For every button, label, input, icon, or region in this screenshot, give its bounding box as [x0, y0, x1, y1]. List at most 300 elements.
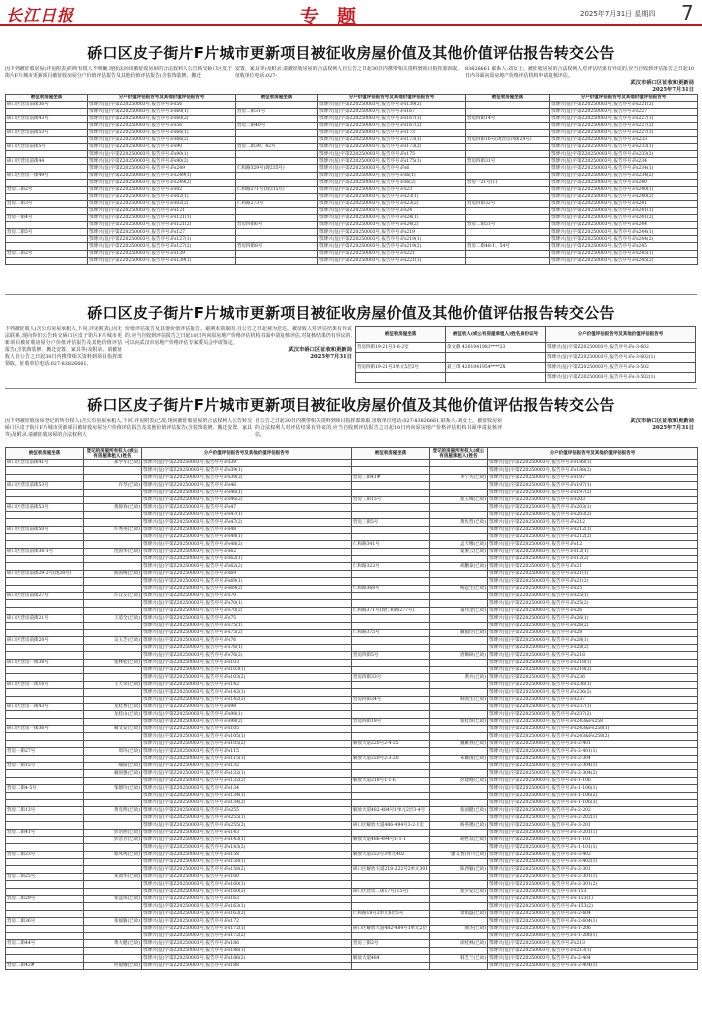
address-cell: [236, 115, 318, 122]
report-number-cell: 鄂博兴(征)字第Z20250003号,报告序号:Fs90(2): [88, 158, 236, 165]
report-number-cell: 鄂博兴(征)字第Z20250003号,报告序号:Fs-153(1): [488, 896, 698, 903]
owner-cell: [430, 799, 488, 806]
report-number-cell: 鄂博兴(征)字第Z20250003号,报告序号:Fs6(1): [318, 172, 466, 179]
notice-1-signer: 武汉市硚口区征收和更新局: [630, 80, 694, 86]
address-cell: [352, 733, 430, 740]
report-number-cell: 鄂博兴(征)字第Z20250003号,报告序号:Fs103: [142, 659, 352, 666]
address-cell: [352, 947, 430, 954]
report-number-cell: 鄂博兴(征)字第Z20250003号,报告序号:Fs-3-502(1): [546, 373, 696, 383]
report-number-cell: 鄂博兴(征)字第Z20250003号,报告序号:Fs62: [142, 548, 352, 555]
notice-1-sign-date: 2025年7月31日: [652, 87, 694, 93]
report-number-cell: 鄂博兴(征)字第Z20250003号,报告序号:Fs142(1): [142, 689, 352, 696]
address-cell: 硚口区营房前街21号: [6, 615, 84, 622]
address-cell: [6, 910, 84, 917]
address-cell: [352, 666, 430, 673]
address-cell: [6, 733, 84, 740]
notice-2-mid: 价值评估报告及其他价值评估报告。逾期未领取的,自公告之日起视为送达。被征收人对评估结果有异议的,应当自收到评估报告之日起10日内向原房地产价格评估机构书面申请复核评估,对复核结果仍有异议的,可以向武汉市房地产价格评估专家委员会申请鉴定。: [125, 326, 352, 346]
owner-cell: [430, 896, 488, 903]
address-cell: [352, 467, 430, 474]
owner-cell: 龙桂香(已故): [84, 703, 142, 710]
owner-cell: [430, 689, 488, 696]
report-number-cell: 鄂博兴(征)字第Z20250003号,报告序号:Fs-153(2): [488, 903, 698, 910]
address-cell: [6, 718, 84, 725]
table-row: [6, 563, 698, 570]
owner-cell: 黄佐营(已故): [430, 519, 488, 526]
report-number-cell: 鄂博兴(征)字第Z20250003号,报告序号:Fs76(2): [142, 652, 352, 659]
owner-cell: 夏蜜云(已故): [430, 548, 488, 555]
report-number-cell: 鄂博兴(征)字第Z20250003号,报告序号:Fs127: [88, 229, 236, 236]
report-number-cell: 鄂博兴(征)字第Z20250003号,报告序号:Fs39(1): [142, 467, 352, 474]
address-cell: [352, 881, 430, 888]
report-number-cell: 鄂博兴(征)字第Z20250003号,报告序号:Fs245(1): [550, 250, 698, 257]
report-number-cell: 鄂博兴(征)字第Z20250003号,报告序号:Fs227: [550, 108, 698, 115]
notice-3-intro-a: 因下列被征收房屋登记的所有权人(含公有房屋承租人,下同,详见附表)已故,现向被征收房屋的合法权利人公告转交硚口区皮子街片F片城市更新项目被征收房屋分户价值评估报告及其他价值评估报告(含装饰装修、搬迁安置、家具等)及附录,请被征收房屋的合法权利人: [5, 418, 252, 438]
address-cell: [6, 622, 84, 629]
address-cell: [466, 172, 550, 179]
address-cell: 硚口区解放大道482-484号1单元2层: [352, 925, 430, 932]
table-row: [6, 548, 698, 555]
address-cell: 营房四街14号: [466, 115, 550, 122]
owner-cell: [84, 585, 142, 592]
address-cell: [6, 711, 84, 718]
report-number-cell: 鄂博兴(征)字第Z20250003号,报告序号:Fs-1-106(3): [488, 799, 698, 806]
address-cell: 营房四街32号: [466, 200, 550, 207]
header-owner: 登记的房屋所有权人(或公有房屋承租人)姓名: [430, 448, 488, 460]
masthead: [0, 0, 702, 26]
table-row: [6, 829, 698, 836]
header-report-number: 分户价值评估报告号及其他价值评估报告号: [318, 95, 466, 102]
report-number-cell: 鄂博兴(征)字第Z20250003号,报告序号:Fs197(2): [488, 489, 698, 496]
owner-cell: 余荫盛(已故): [430, 910, 488, 917]
report-number-cell: 鄂博兴(征)字第Z20250003号,报告序号:Fs197: [488, 474, 698, 481]
table-row: [6, 925, 698, 932]
report-number-cell: 鄂博兴(征)字第Z20250003号,报告序号:Fs-1-101: [488, 836, 698, 843]
address-cell: [6, 666, 84, 673]
report-number-cell: 鄂博兴(征)字第Z20250003号,报告序号:Fs70: [142, 593, 352, 600]
owner-cell: [446, 373, 546, 383]
address-cell: [6, 519, 84, 526]
report-number-cell: 鄂博兴(征)字第Z20250003号,报告序号:Fs28: [488, 629, 698, 636]
address-cell: 解放大道486-494号1-1-1: [352, 836, 430, 843]
header-address: 被征收房屋坐落: [356, 327, 446, 343]
address-cell: [6, 629, 84, 636]
address-cell: 硚口区营房前街50号: [6, 526, 84, 533]
header-address: 被征收房屋坐落: [6, 448, 84, 460]
owner-cell: [430, 844, 488, 851]
address-cell: [6, 108, 88, 115]
owner-cell: [84, 925, 142, 932]
table-row: [6, 474, 698, 481]
table-row: [6, 836, 698, 843]
owner-cell: [430, 489, 488, 496]
address-cell: [236, 172, 318, 179]
notice-3-title: 硚口区皮子街片F片城市更新项目被征收房屋价值及其他价值评估报告转交公告: [87, 396, 615, 414]
report-number-cell: 鄂博兴(征)字第Z20250003号,报告序号:Fs-2-404(1): [488, 962, 698, 969]
report-number-cell: 鄂博兴(征)字第Z20250003号,报告序号:Fs143(2): [142, 844, 352, 851]
owner-cell: [430, 763, 488, 770]
owner-cell: 张国健(已故): [430, 807, 488, 814]
owner-cell: 蔡凤鸣(已故): [84, 851, 142, 858]
notice-2-intro: 下列被征收人(含公有房屋承租人,下同,详见附表),因无法联系,现向你们公告转交硚口区皮子街片F片城市更新项目被征收房屋分户价值评估报告及其他价值评估报告(含装饰装修、搬迁安置、家具等)及附录。请被征收人自公告之日起30日内携带相关资料到项目指挥部领取。征收单位电话:027-83826661。: [5, 326, 122, 367]
report-number-cell: 鄂博兴(征)字第Z20250003号,报告序号:Fs115(1): [142, 755, 352, 762]
report-number-cell: 鄂博兴(征)字第Z20250003号,报告序号:Fs-2-202: [488, 807, 698, 814]
table-row: [6, 792, 698, 799]
owner-cell: [84, 600, 142, 607]
table-row: [6, 108, 698, 115]
header-address: 被征收房屋坐落: [6, 95, 88, 102]
report-number-cell: 鄂博兴(征)字第Z20250003号,报告序号:Fs134: [142, 785, 352, 792]
table-row: [356, 373, 696, 383]
report-number-cell: 鄂博兴(征)字第Z20250003号,报告序号:Fs60(1): [88, 108, 236, 115]
report-number-cell: 鄂博兴(征)字第Z20250003号,报告序号:Fs240: [550, 179, 698, 186]
report-number-cell: 鄂博兴(征)字第Z20250003号,报告序号:Fs255(2): [142, 822, 352, 829]
table-row: [6, 859, 698, 866]
notice-2-mid-wrap: [125, 326, 355, 376]
report-number-cell: 鄂博兴(征)字第Z20250003号,报告序号:Fs172(2): [142, 933, 352, 940]
report-number-cell: 鄂博兴(征)字第Z20250003号,报告序号:Fs105(2): [142, 740, 352, 747]
owner-cell: [84, 733, 142, 740]
owner-cell: [84, 866, 142, 873]
owner-cell: [84, 674, 142, 681]
owner-cell: 朱耀国(已故): [430, 755, 488, 762]
report-number-cell: 鄂博兴(征)字第Z20250003号,报告序号:Fs142(2): [142, 696, 352, 703]
report-number-cell: 鄂博兴(征)字第Z20250003号,报告序号:Fs244(1): [550, 229, 698, 236]
address-cell: [6, 740, 84, 747]
address-cell: [352, 482, 430, 489]
owner-cell: [84, 689, 142, 696]
owner-cell: 黄兵(已故): [430, 674, 488, 681]
report-number-cell: 鄂博兴(征)字第Z20250003号,报告序号:Fs234: [550, 158, 698, 165]
report-number-cell: 鄂博兴(征)字第Z20250003号,报告序号:Fs175: [318, 151, 466, 158]
table-row: [6, 903, 698, 910]
address-cell: 营房二街25号: [6, 873, 84, 880]
report-number-cell: 鄂博兴(征)字第Z20250003号,报告序号:Fs127(2): [88, 243, 236, 250]
table-row: [6, 115, 698, 122]
report-number-cell: 鄂博兴(征)字第Z20250003号,报告序号:Fs-1-106: [488, 777, 698, 784]
report-number-cell: 鄂博兴(征)字第Z20250003号,报告序号:Fs245(2): [550, 257, 698, 264]
address-cell: [352, 637, 430, 644]
report-number-cell: 鄂博兴(征)字第Z20250003号,报告序号:Fs243&Fs258(1): [488, 726, 698, 733]
report-number-cell: 鄂博兴(征)字第Z20250003号,报告序号:Fs197(1): [488, 482, 698, 489]
owner-cell: [430, 881, 488, 888]
report-number-cell: 鄂博兴(征)字第Z20250003号,报告序号:Fs69(2): [142, 585, 352, 592]
owner-cell: [430, 785, 488, 792]
address-cell: 解放大道220号2-4-25: [352, 740, 430, 747]
address-cell: 解放大道484: [352, 955, 430, 962]
report-number-cell: 鄂博兴(征)字第Z20250003号,报告序号:Fs132(2): [142, 777, 352, 784]
table-row: [6, 144, 698, 151]
owner-cell: [430, 748, 488, 755]
report-number-cell: 鄂博兴(征)字第Z20250003号,报告序号:Fs163(1): [142, 903, 352, 910]
report-number-cell: 鄂博兴(征)字第Z20250003号,报告序号:Fs163: [142, 896, 352, 903]
address-cell: [352, 689, 430, 696]
address-cell: [466, 236, 550, 243]
address-cell: 营房三街2号: [352, 940, 430, 947]
owner-cell: [430, 770, 488, 777]
owner-cell: 沈国华(已故): [84, 548, 142, 555]
report-number-cell: 鄂博兴(征)字第Z20250003号,报告序号:Fs24(2): [318, 222, 466, 229]
table-row: [356, 343, 696, 353]
address-cell: 营房二街42#: [6, 962, 84, 969]
owner-cell: 张福敏(已故): [84, 918, 142, 925]
owner-cell: [430, 467, 488, 474]
notice-1-table: [5, 94, 698, 265]
report-number-cell: 鄂博兴(征)字第Z20250003号,报告序号:Fs-2-304: [488, 755, 698, 762]
owner-cell: [84, 496, 142, 503]
report-number-cell: 鄂博兴(征)字第Z20250003号,报告序号:Fs23: [318, 186, 466, 193]
table-row: [6, 250, 698, 257]
address-cell: [6, 489, 84, 496]
report-number-cell: 鄂博兴(征)字第Z20250003号,报告序号:Fs47: [142, 504, 352, 511]
report-number-cell: 鄂博兴(征)字第Z20250003号,报告序号:Fs105: [142, 726, 352, 733]
owner-cell: [430, 829, 488, 836]
report-number-cell: 鄂博兴(征)字第Z20250003号,报告序号:Fs-3-602: [546, 343, 696, 353]
report-number-cell: 鄂博兴(征)字第Z20250003号,报告序号:Fs-1-206(1): [488, 933, 698, 940]
address-cell: [6, 866, 84, 873]
report-number-cell: 鄂博兴(征)字第Z20250003号,报告序号:Fs24: [318, 208, 466, 215]
address-cell: [352, 918, 430, 925]
address-cell: 硚口区营房二街17号(15号): [352, 888, 430, 895]
report-number-cell: 鄂博兴(征)字第Z20250003号,报告序号:Fs218: [488, 652, 698, 659]
table-row: [6, 200, 698, 207]
owner-cell: [84, 859, 142, 866]
report-number-cell: 鄂博兴(征)字第Z20250003号,报告序号:Fs-2-301(1): [488, 873, 698, 880]
address-cell: [6, 208, 88, 215]
owner-cell: 喻阳(已故): [84, 763, 142, 770]
report-number-cell: 鄂博兴(征)字第Z20250003号,报告序号:Fs-2-401(1): [488, 748, 698, 755]
report-number-cell: 鄂博兴(征)字第Z20250003号,报告序号:Fs66(1): [88, 129, 236, 136]
owner-cell: 张桂珍(已故): [430, 718, 488, 725]
owner-cell: [430, 600, 488, 607]
notice-1-title: 硚口区皮子街片F片城市更新项目被征收房屋价值及其他价值评估报告转交公告: [87, 44, 615, 62]
address-cell: 营房四街6号: [236, 222, 318, 229]
notice-1-intro-a: 因下列被征收房屋(详见附表)的所有权人不明确,现依法向该被征收房屋的合法权利人公告转交硚口区皮子街片F片城市更新项目被征收房屋分户价值评估报告及其他价值评估报告(含装饰装修、搬迁: [5, 66, 232, 79]
address-cell: [352, 533, 430, 540]
table-row: [6, 726, 698, 733]
table-row: [6, 585, 698, 592]
report-number-cell: 鄂博兴(征)字第Z20250003号,报告序号:Fs240(1): [550, 186, 698, 193]
table-row: [6, 541, 698, 548]
address-cell: [6, 243, 88, 250]
address-cell: [236, 158, 318, 165]
owner-cell: [84, 814, 142, 821]
header-report-number: 分户价值评估报告号及其他价值评估报告号: [546, 327, 696, 343]
owner-cell: [430, 703, 488, 710]
owner-cell: 龙桂山(已故): [84, 711, 142, 718]
address-cell: 营房二街2号: [6, 186, 88, 193]
issue-date: 2025年7月31日 星期四: [580, 10, 656, 18]
table-row: [6, 186, 698, 193]
notice-3: [5, 394, 697, 440]
report-number-cell: 鄂博兴(征)字第Z20250003号,报告序号:Fs233: [550, 137, 698, 144]
owner-cell: 张益凤(已故): [84, 896, 142, 903]
address-cell: [352, 962, 430, 969]
owner-cell: 余文静 4201041981****23: [446, 343, 546, 353]
report-number-cell: 鄂博兴(征)字第Z20250003号,报告序号:Fs213: [488, 940, 698, 947]
address-cell: [6, 755, 84, 762]
address-cell: [6, 585, 84, 592]
owner-cell: 许汉友(已故): [84, 593, 142, 600]
table-row: [6, 243, 698, 250]
table-row: [6, 607, 698, 614]
report-number-cell: 鄂博兴(征)字第Z20250003号,报告序号:Fs-2-401: [488, 740, 698, 747]
owner-cell: [84, 755, 142, 762]
address-cell: 营房二街39、42号: [236, 144, 318, 151]
address-cell: 营房二街44号: [6, 940, 84, 947]
owner-cell: 杨远生(已故): [430, 585, 488, 592]
address-cell: [6, 792, 84, 799]
owner-cell: [430, 578, 488, 585]
owner-cell: [84, 933, 142, 940]
report-number-cell: 鄂博兴(征)字第Z20250003号,报告序号:Fs98(1): [142, 711, 352, 718]
report-number-cell: 鄂博兴(征)字第Z20250003号,报告序号:Fs12(2): [488, 556, 698, 563]
report-number-cell: 鄂博兴(征)字第Z20250003号,报告序号:Fs-3-402(1): [488, 859, 698, 866]
owner-cell: [430, 918, 488, 925]
address-cell: [356, 373, 446, 383]
address-cell: [236, 129, 318, 136]
address-cell: 营房二街4-5号: [6, 785, 84, 792]
table-row: [6, 179, 698, 186]
report-number-cell: 鄂博兴(征)字第Z20250003号,报告序号:Fs26(1): [488, 615, 698, 622]
address-cell: [6, 888, 84, 895]
owner-cell: 李宁夫(已故): [430, 474, 488, 481]
owner-cell: [84, 556, 142, 563]
owner-cell: [84, 881, 142, 888]
table-row: [6, 674, 698, 681]
report-number-cell: 鄂博兴(征)字第Z20250003号,报告序号:Fs-1-101(1): [488, 844, 698, 851]
owner-cell: 何福娥(已故): [84, 962, 142, 969]
address-cell: 仁和路371号(现仁和路277号): [352, 607, 430, 614]
table-row: [6, 172, 698, 179]
report-number-cell: 鄂博兴(征)字第Z20250003号,报告序号:Fs203(2): [488, 511, 698, 518]
address-cell: [352, 600, 430, 607]
table-row: [6, 222, 698, 229]
address-cell: 解放大道218号1-1-6: [352, 777, 430, 784]
owner-cell: [84, 489, 142, 496]
report-number-cell: 鄂博兴(征)字第Z20250003号,报告序号:Fs167(1): [318, 115, 466, 122]
report-number-cell: 鄂博兴(征)字第Z20250003号,报告序号:Fs-2-301: [488, 866, 698, 873]
table-row: [6, 519, 698, 526]
owner-cell: [84, 718, 142, 725]
address-cell: [6, 578, 84, 585]
address-cell: 仁和路341号: [352, 541, 430, 548]
address-cell: 解放大道220号2-3-20: [352, 755, 430, 762]
address-cell: [466, 122, 550, 129]
report-number-cell: 鄂博兴(征)字第Z20250003号,报告序号:Fs6: [318, 165, 466, 172]
report-number-cell: 鄂博兴(征)字第Z20250003号,报告序号:Fs121(2): [88, 222, 236, 229]
table-row: [6, 570, 698, 577]
address-cell: [236, 250, 318, 257]
address-cell: 硚口区营房一街38号: [6, 659, 84, 666]
owner-cell: 黄大健(已故): [84, 940, 142, 947]
report-number-cell: 鄂博兴(征)字第Z20250003号,报告序号:Fs-3-402: [488, 851, 698, 858]
owner-cell: [430, 666, 488, 673]
report-number-cell: 鄂博兴(征)字第Z20250003号,报告序号:Fs46: [142, 482, 352, 489]
report-number-cell: 鄂博兴(征)字第Z20250003号,报告序号:Fs139(2): [318, 101, 466, 108]
address-cell: 硚口区营房前街53号: [6, 504, 84, 511]
address-cell: 营房一街15号: [6, 763, 84, 770]
owner-cell: [430, 962, 488, 969]
address-cell: [236, 151, 318, 158]
owner-cell: [430, 711, 488, 718]
table-row: [6, 918, 698, 925]
header-address: 被征收房屋坐落: [352, 448, 430, 460]
address-cell: 营房二街2号: [6, 250, 88, 257]
report-number-cell: 鄂博兴(征)字第Z20250003号,报告序号:Fs90: [88, 144, 236, 151]
notice-1-intro-b: 安置、家具等)及附录,请被征收房屋的合法权利人自公告之日起30日内携带相关资料到项目指挥部领取。征收单位电话:027-: [235, 66, 462, 79]
report-number-cell: 鄂博兴(征)字第Z20250003号,报告序号:Fs-1-106(2): [488, 792, 698, 799]
address-cell: [352, 748, 430, 755]
report-number-cell: 鄂博兴(征)字第Z20250003号,报告序号:Fs70(1): [142, 600, 352, 607]
owner-cell: 王大荣(已故): [84, 681, 142, 688]
report-number-cell: 鄂博兴(征)字第Z20250003号,报告序号:Fs23(1): [318, 193, 466, 200]
address-cell: 营房二街31号: [236, 108, 318, 115]
address-cell: [352, 548, 430, 555]
report-number-cell: 鄂博兴(征)字第Z20250003号,报告序号:Fs60(2): [88, 115, 236, 122]
address-cell: [6, 799, 84, 806]
owner-cell: 韩芝兰(已故): [430, 955, 488, 962]
address-cell: [466, 186, 550, 193]
report-number-cell: 鄂博兴(征)字第Z20250003号,报告序号:Fs139: [88, 250, 236, 257]
address-cell: [6, 151, 88, 158]
report-number-cell: 鄂博兴(征)字第Z20250003号,报告序号:Fs121: [88, 208, 236, 215]
address-cell: [6, 533, 84, 540]
page-number: 7: [681, 1, 694, 25]
report-number-cell: 鄂博兴(征)字第Z20250003号,报告序号:Fs02(2): [88, 200, 236, 207]
owner-cell: [430, 859, 488, 866]
report-number-cell: 鄂博兴(征)字第Z20250003号,报告序号:Fs244: [550, 222, 698, 229]
report-number-cell: 鄂博兴(征)字第Z20250003号,报告序号:Fs-3-502: [546, 363, 696, 373]
owner-cell: 周玛(已故): [84, 748, 142, 755]
owner-cell: 张少安(已故): [430, 888, 488, 895]
address-cell: 解放大道222号3单元402: [352, 851, 430, 858]
owner-cell: 朱润华(已故): [84, 873, 142, 880]
table-row: [6, 711, 698, 718]
report-number-cell: 鄂博兴(征)字第Z20250003号,报告序号:Fs188(2): [488, 467, 698, 474]
owner-cell: [430, 726, 488, 733]
report-number-cell: 鄂博兴(征)字第Z20250003号,报告序号:Fs233(2): [550, 151, 698, 158]
report-number-cell: 鄂博兴(征)字第Z20250003号,报告序号:Fs-2-202(1): [488, 814, 698, 821]
owner-cell: 廖又香(青川已故): [430, 851, 488, 858]
table-row: [6, 489, 698, 496]
owner-cell: [84, 777, 142, 784]
address-cell: [236, 101, 318, 108]
table-row: [6, 807, 698, 814]
address-cell: [6, 933, 84, 940]
address-cell: 营房四街18号: [352, 718, 430, 725]
address-cell: [6, 179, 88, 186]
report-number-cell: 鄂博兴(征)字第Z20250003号,报告序号:Fs48(1): [142, 533, 352, 540]
owner-cell: [430, 533, 488, 540]
report-number-cell: 鄂博兴(征)字第Z20250003号,报告序号:Fs186(1): [142, 947, 352, 954]
report-number-cell: 鄂博兴(征)字第Z20250003号,报告序号:Fs76: [142, 637, 352, 644]
table-row: [6, 955, 698, 962]
owner-cell: [430, 947, 488, 954]
address-cell: 硚口区营房前街41号: [6, 460, 84, 467]
address-cell: [352, 570, 430, 577]
owner-cell: [84, 578, 142, 585]
report-number-cell: 鄂博兴(征)字第Z20250003号,报告序号:Fs28(1): [488, 637, 698, 644]
report-number-cell: 鄂博兴(征)字第Z20250003号,报告序号:Fs25: [488, 585, 698, 592]
address-cell: [236, 257, 318, 264]
owner-cell: 黄锦春(已故): [84, 504, 142, 511]
address-cell: [6, 607, 84, 614]
address-cell: 营房二街3号: [6, 200, 88, 207]
owner-cell: 王道全(已故): [84, 615, 142, 622]
report-number-cell: 鄂博兴(征)字第Z20250003号,报告序号:Fs-2-304(2): [488, 770, 698, 777]
table-row: [6, 622, 698, 629]
address-cell: [6, 814, 84, 821]
